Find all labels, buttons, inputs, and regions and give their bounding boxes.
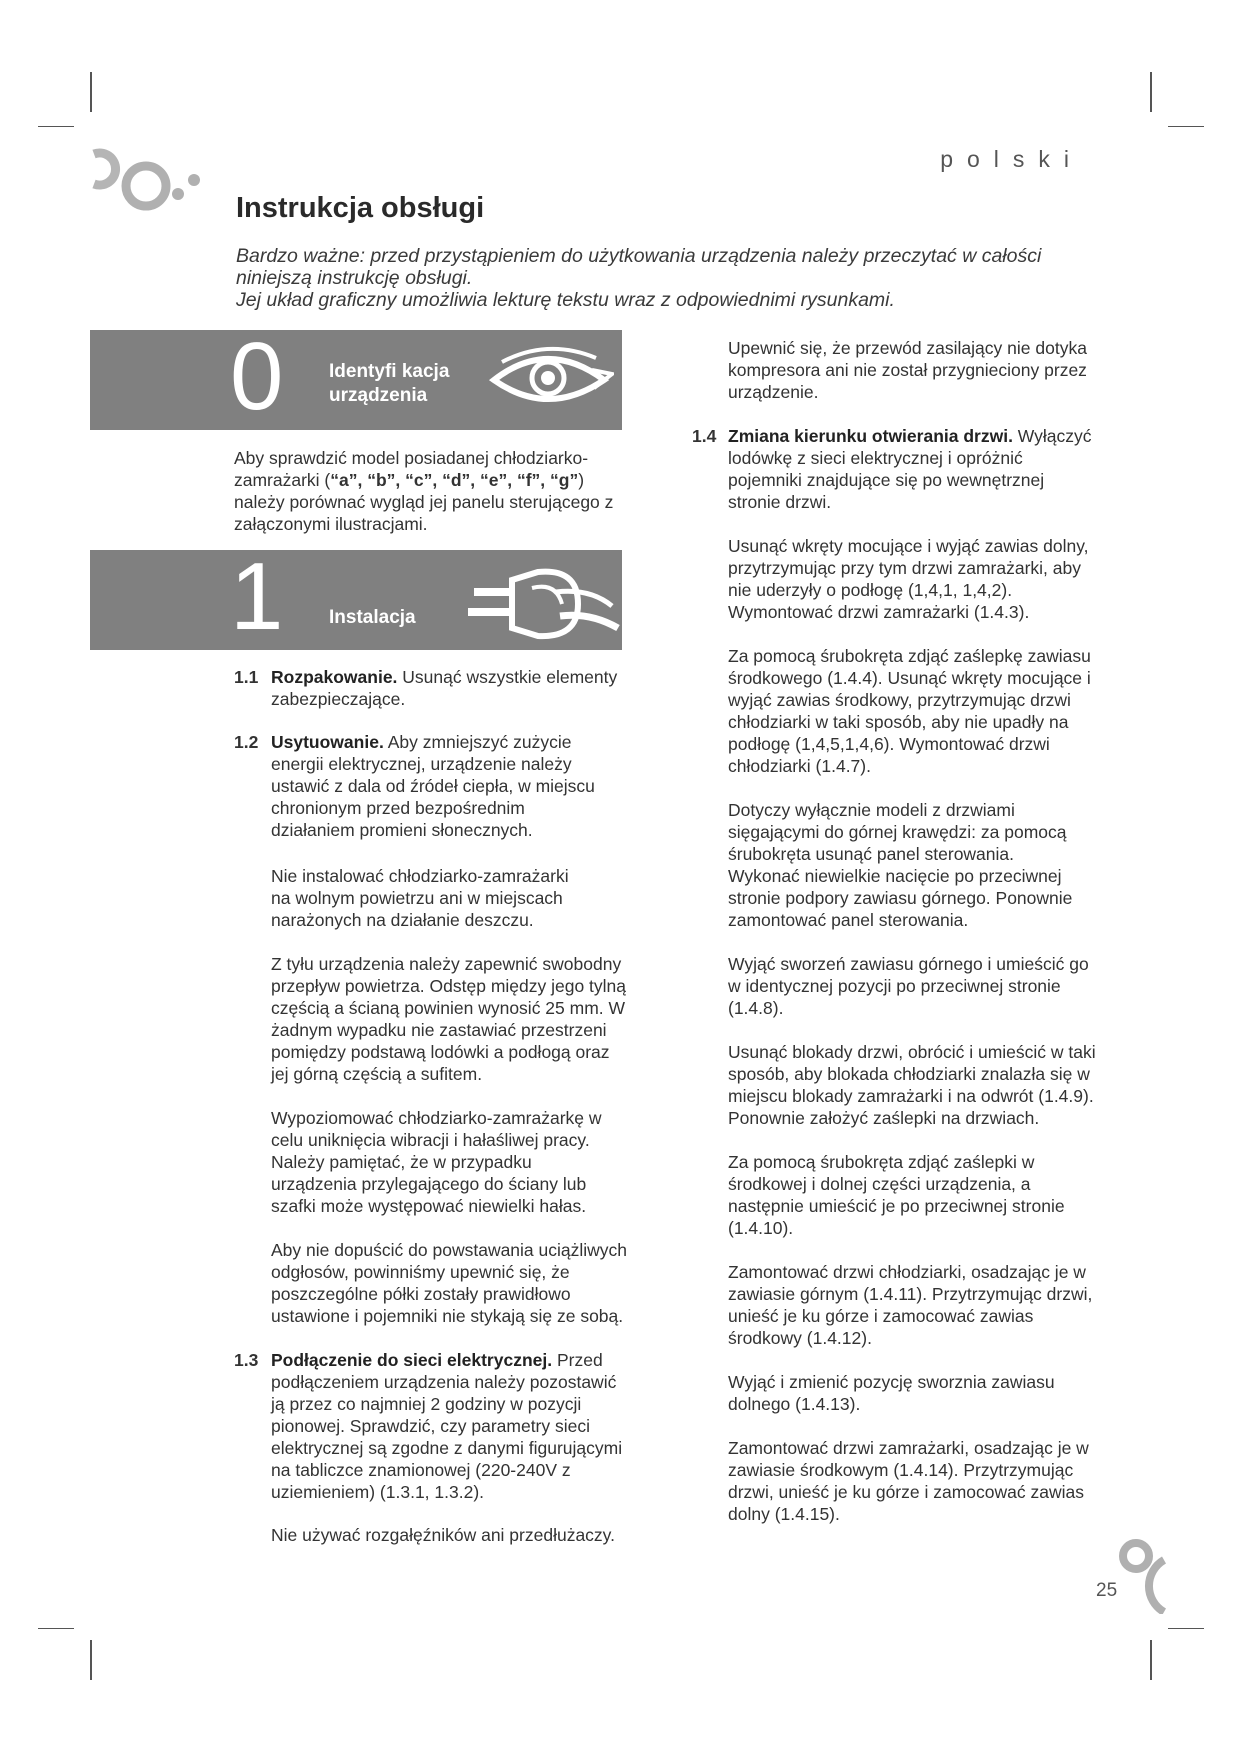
- eye-icon: [488, 344, 614, 414]
- paragraph: Wypoziomować chłodziarko-zamrażarkę w celu uniknięcia wibracji i hałaśliwej pracy. Należy pamiętać, że w przypadku urządzenia przylegającego do ściany lub szafki może występować niewielki hałas.: [271, 1108, 602, 1216]
- paragraph: Wyjąć sworzeń zawiasu górnego i umieścić go w identycznej pozycji po przeciwnej stronie (1.4.8).: [728, 954, 1089, 1018]
- section-text: Wyłączyć lodówkę z sieci elektrycznej i opróżnić pojemniki znajdujące się po wewnętrznej stronie drzwi.: [728, 426, 1092, 512]
- crop-mark: [90, 1640, 92, 1680]
- intro-line-1: Bardzo ważne: przed przystąpieniem do użytkowania urządzenia należy przeczytać w całości niniejszą instrukcję obsługi.: [236, 245, 1042, 289]
- brand-circles-logo: [1110, 1534, 1170, 1614]
- section-body: [271, 666, 624, 710]
- section-body: [271, 1349, 626, 1503]
- crop-mark: [1150, 1640, 1152, 1680]
- section-heading: Rozpakowanie.: [271, 667, 398, 687]
- section-text: Aby zmniejszyć zużycie energii elektrycznej, urządzenie należy ustawić z dala od źródeł ciepła, w miejscu chronionym przed bezpośrednim działaniem promieni słonecznych.: [271, 732, 595, 840]
- section-number: 1.2: [234, 732, 259, 752]
- brand-circles-logo: [86, 144, 206, 224]
- section-heading: Usytuowanie.: [271, 732, 384, 752]
- paragraph: Usunąć wkręty mocujące i wyjąć zawias dolny, przytrzymując przy tym drzwi zamrażarki, aby nie uderzyły o podłogę (1,4,1, 1,4,2). Wymontować drzwi zamrażarki (1.4.3).: [728, 536, 1089, 622]
- section-0-text-part-1: Aby sprawdzić model posiadanej chłodziarko-zamrażarki (: [234, 448, 589, 490]
- crop-mark: [1150, 72, 1152, 112]
- paragraph: Nie instalować chłodziarko-zamrażarki na wolnym powietrzu ani w miejscach narażonych na działanie deszczu.: [271, 866, 569, 930]
- section-0-number: 0: [230, 330, 284, 430]
- section-0-banner: [90, 330, 622, 430]
- paragraph: Zamontować drzwi chłodziarki, osadzając je w zawiasie górnym (1.4.11). Przytrzymując drzwi, unieść je ku górze i zamocować zawias środkowy (1.4.12).: [728, 1262, 1093, 1348]
- section-0-title-line-1: Identyfi kacja: [329, 361, 450, 382]
- paragraph: Zamontować drzwi zamrażarki, osadzając je w zawiasie środkowym (1.4.14). Przytrzymując drzwi, unieść je ku górze i zamocować zawias dolny (1.4.15).: [728, 1438, 1089, 1524]
- section-heading: Podłączenie do sieci elektrycznej.: [271, 1350, 553, 1370]
- section-body: [271, 731, 611, 841]
- paragraph: Nie używać rozgałęźników ani przedłużaczy.: [271, 1525, 615, 1545]
- page-title: Instrukcja obsługi: [236, 192, 485, 224]
- section-1-banner: [90, 550, 622, 650]
- intro-line-2: Jej układ graficzny umożliwia lekturę tekstu wraz z odpowiednimi rysunkami.: [236, 289, 895, 311]
- section-text: Usunąć wszystkie elementy zabezpieczające.: [271, 667, 618, 709]
- section-heading: Zmiana kierunku otwierania drzwi.: [728, 426, 1013, 446]
- paragraph: Za pomocą śrubokręta zdjąć zaślepki w środkowej i dolnej części urządzenia, a następnie umieścić je po przeciwnej stronie (1.4.10).: [728, 1152, 1065, 1238]
- page-number: 25: [1096, 1580, 1118, 1601]
- paragraph: Dotyczy wyłącznie modeli z drzwiami sięgającymi do górnej krawędzi: za pomocą śrubokręta usunąć panel sterowania. Wykonać niewielkie nacięcie po przeciwnej stronie podpory zawiasu górnego. Ponownie zamontować panel sterowania.: [728, 800, 1073, 930]
- section-1-2: [234, 731, 624, 851]
- paragraph: Upewnić się, że przewód zasilający nie dotyka kompresora ani nie został przygnieciony przez urządzenie.: [728, 338, 1087, 402]
- paragraph: Za pomocą śrubokręta zdjąć zaślepkę zawiasu środkowego (1.4.4). Usunąć wkręty mocujące i wyjąć zawias środkowy, przytrzymując drzwi chłodziarki w taki sposób, aby nie upadły na podłogę (1,4,5,1,4,6). Wymontować drzwi chłodziarki (1.4.7).: [728, 646, 1091, 776]
- crop-mark: [38, 126, 74, 127]
- section-number: 1.1: [234, 667, 259, 687]
- paragraph: Usunąć blokady drzwi, obrócić i umieścić w taki sposób, aby blokada chłodziarki znalazła się w miejscu blokady zamrażarki i na odwrót (1.4.9). Ponownie założyć zaślepki na drzwiach.: [728, 1042, 1096, 1128]
- section-0-text-part-2: ) należy porównać wygląd jej panelu sterującego z załączonymi ilustracjami.: [234, 470, 614, 534]
- section-1-3: [234, 1349, 634, 1509]
- section-number: 1.3: [234, 1350, 259, 1370]
- section-0-title-line-2: urządzenia: [329, 385, 428, 406]
- paragraph: Z tyłu urządzenia należy zapewnić swobodny przepływ powietrza. Odstęp między jego tylną częścią a ścianą powinien wynosić 25 mm. W żadnym wypadku nie zastawiać przestrzeni pomiędzy podstawą lodówki a podłogą oraz jej górną częścią a sufitem.: [271, 954, 627, 1084]
- section-body: [728, 425, 1094, 513]
- section-0-text: [234, 447, 614, 535]
- plug-icon: [460, 562, 620, 646]
- section-1-1: [234, 666, 624, 716]
- crop-mark: [1168, 1628, 1204, 1629]
- section-1-4: [692, 425, 1102, 515]
- section-text: Przed podłączeniem urządzenia należy pozostawić ją przez co najmniej 2 godziny w pozycji pionowej. Sprawdzić, czy parametry sieci elektrycznej są zgodne z danymi figurującymi na tabliczce znamionowej (220-240V z uziemieniem) (1.3.1, 1.3.2).: [271, 1350, 623, 1502]
- section-number: 1.4: [692, 426, 717, 446]
- crop-mark: [90, 72, 92, 112]
- section-1-number: 1: [230, 550, 284, 650]
- paragraph: Aby nie dopuścić do powstawania uciążliwych odgłosów, powinniśmy upewnić się, że poszczególne półki zostały prawidłowo ustawione i pojemniki nie stykają się ze sobą.: [271, 1240, 628, 1326]
- crop-mark: [1168, 126, 1204, 127]
- language-label: polski: [940, 146, 1083, 172]
- paragraph: Wyjąć i zmienić pozycję sworznia zawiasu dolnego (1.4.13).: [728, 1372, 1055, 1414]
- crop-mark: [38, 1628, 74, 1629]
- intro-notice: [236, 245, 1096, 311]
- model-letters: “a”, “b”, “c”, “d”, “e”, “f”, “g”: [330, 470, 579, 490]
- section-1-title: Instalacja: [329, 607, 416, 628]
